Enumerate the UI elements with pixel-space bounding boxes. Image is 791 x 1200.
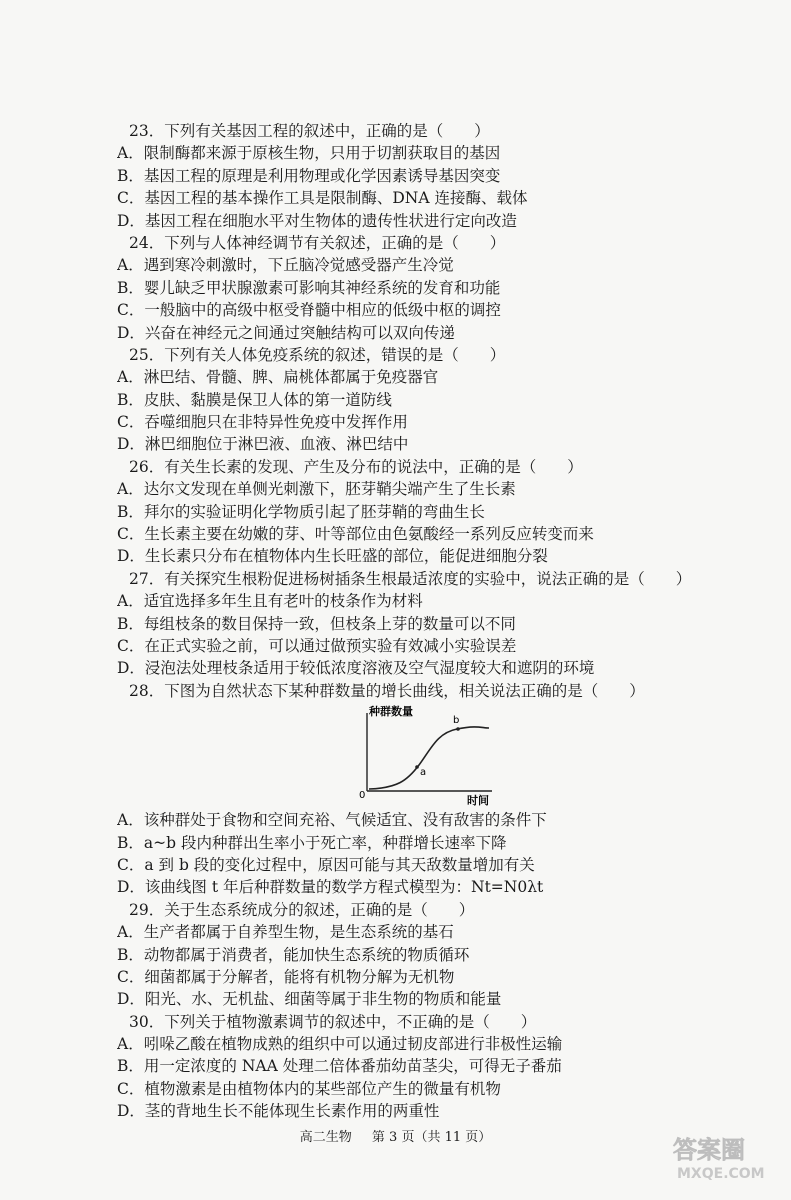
- point-b-label: b: [453, 715, 460, 727]
- answer-option: D．基因工程在细胞水平对生物体的遗传性状进行定向改造: [117, 211, 517, 230]
- answer-option: B．拜尔的实验证明化学物质引起了胚芽鞘的弯曲生长: [117, 502, 485, 521]
- answer-option: C．a 到 b 段的变化过程中，原因可能与其天敌数量增加有关: [117, 855, 535, 874]
- population-growth-figure: [117, 703, 757, 807]
- answer-option: D．淋巴细胞位于淋巴液、血液、淋巴结中: [117, 435, 409, 454]
- y-axis-label: 种群数量: [369, 705, 413, 719]
- answer-option: C．一般脑中的高级中枢受脊髓中相应的低级中枢的调控: [117, 301, 501, 320]
- watermark-logo: [667, 1126, 777, 1190]
- answer-option: B．皮肤、黏膜是保卫人体的第一道防线: [117, 390, 392, 409]
- answer-option: B．基因工程的原理是利用物理或化学因素诱导基因突变: [117, 166, 501, 185]
- watermark-url-text: MXQE.COM: [677, 1166, 765, 1182]
- answer-option: D．阳光、水、无机盐、细菌等属于非生物的物质和能量: [117, 990, 502, 1009]
- question-stem: 25．下列有关人体免疫系统的叙述，错误的是（ ）: [129, 345, 506, 364]
- answer-option: B．a~b 段内种群出生率小于死亡率，种群增长速率下降: [117, 833, 507, 852]
- question-stem: 27．有关探究生根粉促进杨树插条生根最适浓度的实验中，说法正确的是（ ）: [129, 569, 692, 588]
- origin-label: 0: [359, 790, 366, 802]
- answer-option: A．生产者都属于自养型生物，是生态系统的基石: [117, 923, 454, 942]
- answer-option: A．遇到寒冷刺激时，下丘脑冷觉感受器产生冷觉: [117, 256, 454, 275]
- answer-option: C．生长素主要在幼嫩的芽、叶等部位由色氨酸经一系列反应转变而来: [117, 525, 594, 544]
- answer-option: A．淋巴结、骨髓、脾、扁桃体都属于免疫器官: [117, 368, 439, 387]
- answer-option: D．生长素只分布在植物体内生长旺盛的部位，能促进细胞分裂: [117, 547, 548, 566]
- watermark-logo-text: 答案圈: [673, 1136, 745, 1164]
- question-stem: 29．关于生态系统成分的叙述，正确的是（ ）: [129, 900, 475, 919]
- question-stem: 23．下列有关基因工程的叙述中，正确的是（ ）: [129, 122, 490, 140]
- answer-option: A．该种群处于食物和空间充裕、气候适宜、没有敌害的条件下: [117, 811, 547, 830]
- answer-option: D．茎的背地生长不能体现生长素作用的两重性: [117, 1102, 440, 1121]
- footer-page-number: 第 3 页（共 11 页）: [371, 1130, 492, 1145]
- answer-option: D．该曲线图 t 年后种群数量的数学方程式模型为：Nt=N0λt: [117, 878, 544, 897]
- answer-option: C．细菌都属于分解者，能将有机物分解为无机物: [117, 967, 455, 986]
- answer-option: C．吞噬细胞只在非特异性免疫中发挥作用: [117, 413, 408, 432]
- question-stem: 28．下图为自然状态下某种群数量的增长曲线，相关说法正确的是（ ）: [129, 681, 645, 700]
- answer-option: D．浸泡法处理枝条适用于较低浓度溶液及空气湿度较大和遮阴的环境: [117, 659, 595, 678]
- answer-option: D．兴奋在神经元之间通过突触结构可以双向传递: [117, 323, 455, 342]
- answer-option: C．植物激素是由植物体内的某些部位产生的微量有机物: [117, 1079, 501, 1098]
- question-stem: 26．有关生长素的发现、产生及分布的说法中，正确的是（ ）: [129, 457, 583, 476]
- answer-option: B．婴儿缺乏甲状腺激素可影响其神经系统的发育和功能: [117, 278, 501, 297]
- answer-option: C．在正式实验之前，可以通过做预实验有效减小实验误差: [117, 636, 517, 655]
- answer-option: B．每组枝条的数目保持一致，但枝条上芽的数量可以不同: [117, 614, 516, 633]
- answer-option: B．用一定浓度的 NAA 处理二倍体番茄幼苗茎尖，可得无子番茄: [117, 1057, 562, 1076]
- point-a-label: a: [420, 767, 427, 779]
- question-stem: 24．下列与人体神经调节有关叙述，正确的是（ ）: [129, 233, 506, 252]
- footer-subject: 高二生物: [299, 1130, 352, 1145]
- point-a-marker: [415, 765, 419, 769]
- growth-curve: [369, 727, 489, 789]
- answer-option: A．吲哚乙酸在植物成熟的组织中可以通过韧皮部进行非极性运输: [117, 1035, 563, 1054]
- answer-option: B．动物都属于消费者，能加快生态系统的物质循环: [117, 945, 470, 964]
- answer-option: A．达尔文发现在单侧光刺激下，胚芽鞘尖端产生了生长素: [117, 480, 516, 499]
- answer-option: C．基因工程的基本操作工具是限制酶、DNA 连接酶、载体: [117, 189, 528, 208]
- answer-option: A．适宜选择多年生且有老叶的枝条作为材料: [117, 592, 423, 611]
- answer-option: A．限制酶都来源于原核生物，只用于切割获取目的基因: [117, 144, 501, 163]
- x-axis-label: 时间: [467, 794, 489, 808]
- question-list: [117, 120, 757, 1123]
- question-stem: 30．下列关于植物激素调节的叙述中，不正确的是（ ）: [129, 1012, 537, 1031]
- point-b-marker: [456, 727, 460, 731]
